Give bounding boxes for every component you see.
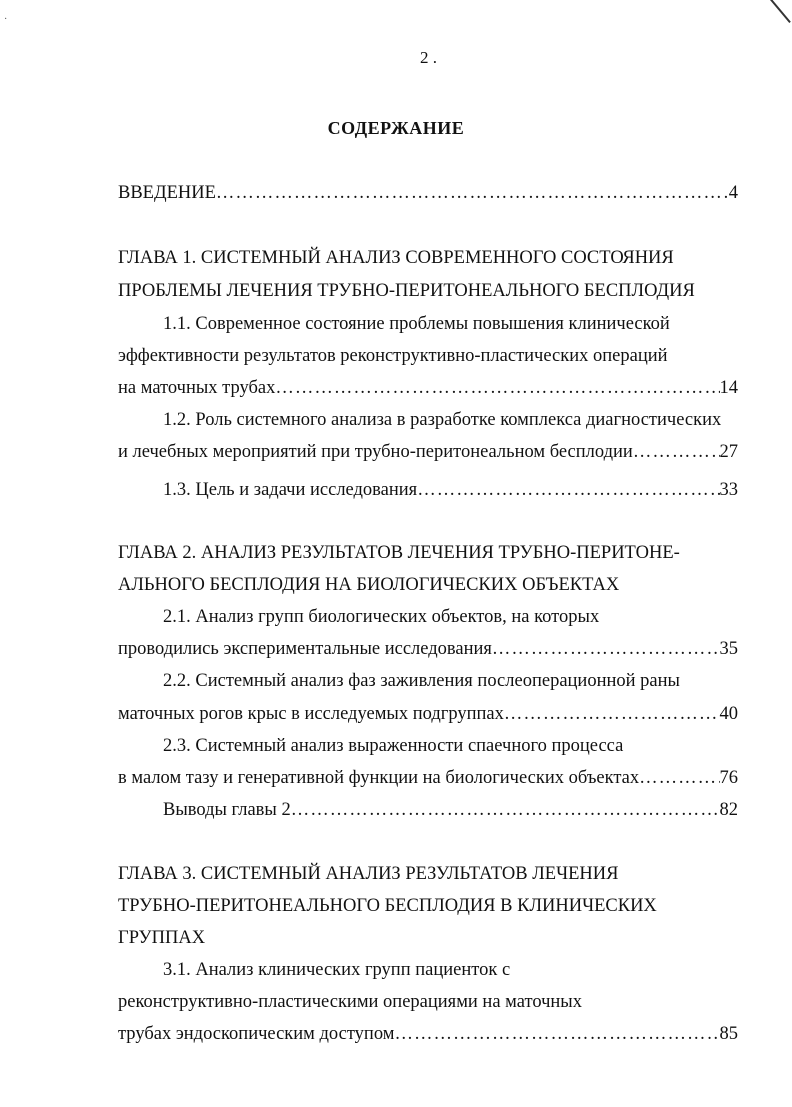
toc-page-number: 35 — [719, 639, 738, 659]
toc-entry-label[interactable]: 2.3. Системный анализ выраженности спаечного процесса — [163, 736, 624, 756]
toc-entry-label: на маточных трубах — [118, 378, 276, 398]
toc-entry-label: ВВЕДЕНИЕ — [118, 183, 216, 203]
toc-page-number: 76 — [719, 768, 738, 788]
dot-leader — [492, 637, 720, 661]
chapter-heading[interactable]: ГЛАВА 3. СИСТЕМНЫЙ АНАЛИЗ РЕЗУЛЬТАТОВ ЛЕЧЕНИЯ — [118, 864, 619, 884]
toc-page-number: 14 — [719, 378, 738, 398]
toc-entry-label[interactable]: 2.2. Системный анализ фаз заживления послеоперационной раны — [163, 671, 680, 691]
chapter-heading[interactable]: АЛЬНОГО БЕСПЛОДИЯ НА БИОЛОГИЧЕСКИХ ОБЪЕКТАХ — [118, 575, 620, 595]
toc-page-number: 27 — [719, 442, 738, 462]
toc-entry-label: трубах эндоскопическим доступом — [118, 1024, 395, 1044]
toc-entry-label[interactable]: 2.1. Анализ групп биологических объектов, на которых — [163, 607, 600, 627]
scan-artifact — [770, 0, 791, 23]
chapter-heading[interactable]: ГЛАВА 2. АНАЛИЗ РЕЗУЛЬТАТОВ ЛЕЧЕНИЯ ТРУБНО-ПЕРИТОНЕ- — [118, 543, 680, 563]
toc-entry-2-3[interactable] — [118, 766, 738, 790]
toc-entry-label[interactable]: реконструктивно-пластическими операциями на маточных — [118, 992, 582, 1012]
toc-entry-label: 1.3. Цель и задачи исследования — [163, 480, 418, 500]
toc-page-number: 4 — [728, 183, 738, 203]
dot-leader — [394, 1022, 719, 1046]
dot-leader — [275, 376, 719, 400]
toc-page-number: 85 — [719, 1024, 738, 1044]
toc-entry-conclusions-2[interactable] — [163, 798, 738, 822]
dot-leader — [633, 440, 720, 464]
page-title: СОДЕРЖАНИЕ — [327, 118, 465, 138]
toc-entry-label[interactable]: 3.1. Анализ клинических групп пациенток с — [163, 960, 511, 980]
toc-page-number: 82 — [719, 800, 738, 820]
chapter-heading[interactable]: ПРОБЛЕМЫ ЛЕЧЕНИЯ ТРУБНО-ПЕРИТОНЕАЛЬНОГО БЕСПЛОДИЯ — [118, 281, 695, 301]
dot-leader — [417, 478, 719, 502]
page-number: 2 . — [420, 48, 437, 67]
toc-entry-label: маточных рогов крыс в исследуемых подгруппах — [118, 704, 504, 724]
toc-entry-label: в малом тазу и генеративной функции на биологических объектах — [118, 768, 640, 788]
toc-entry-1-2[interactable] — [118, 440, 738, 464]
scan-artifact: · — [4, 14, 8, 25]
toc-entry-3-1[interactable] — [118, 1022, 738, 1046]
toc-entry-label[interactable]: 1.1. Современное состояние проблемы повышения клинической — [163, 314, 670, 334]
dot-leader — [639, 766, 719, 790]
toc-entry-2-2[interactable] — [118, 702, 738, 726]
toc-entry-label: проводились экспериментальные исследования — [118, 639, 492, 659]
toc-entry-label: Выводы главы 2 — [163, 800, 291, 820]
toc-entry-1-1[interactable] — [118, 376, 738, 400]
toc-entry-1-3[interactable] — [163, 478, 738, 502]
toc-entry-label: и лечебных мероприятий при трубно-перитонеальном бесплодии — [118, 442, 633, 462]
toc-entry-intro[interactable] — [118, 181, 738, 205]
toc-page-number: 33 — [719, 480, 738, 500]
dot-leader — [291, 798, 720, 822]
toc-entry-2-1[interactable] — [118, 637, 738, 661]
chapter-heading[interactable]: ГЛАВА 1. СИСТЕМНЫЙ АНАЛИЗ СОВРЕМЕННОГО СОСТОЯНИЯ — [118, 248, 674, 268]
toc-page-number: 40 — [719, 704, 738, 724]
dot-leader — [216, 181, 729, 205]
toc-entry-label[interactable]: 1.2. Роль системного анализа в разработке комплекса диагностических — [163, 410, 722, 430]
dot-leader — [504, 702, 720, 726]
chapter-heading[interactable]: ГРУППАХ — [118, 928, 206, 948]
toc-entry-label[interactable]: эффективности результатов реконструктивно-пластических операций — [118, 346, 668, 366]
chapter-heading[interactable]: ТРУБНО-ПЕРИТОНЕАЛЬНОГО БЕСПЛОДИЯ В КЛИНИЧЕСКИХ — [118, 896, 657, 916]
